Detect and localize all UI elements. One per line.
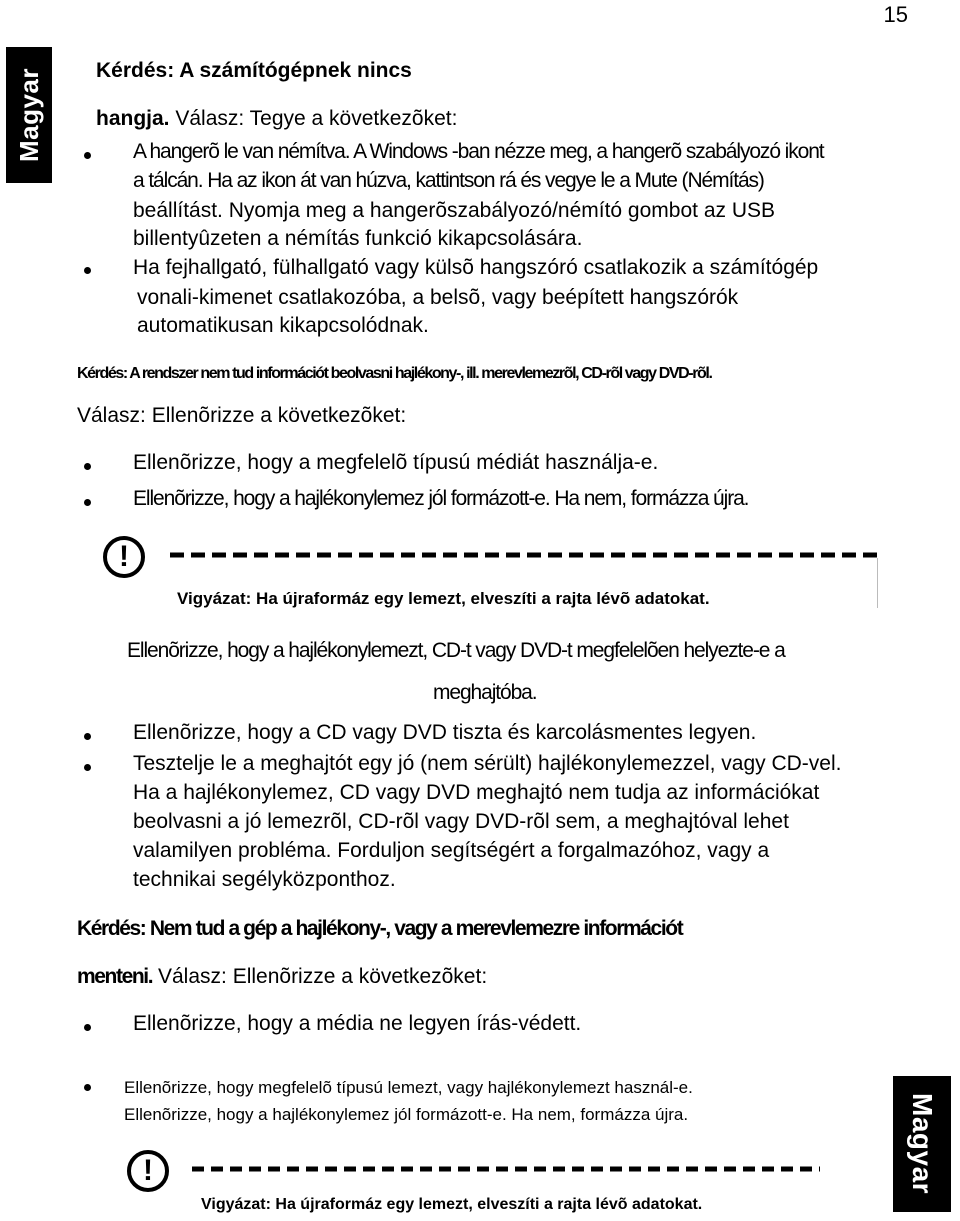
caution-2 — [201, 1196, 702, 1214]
question-3-title-end: menteni. — [77, 965, 153, 988]
question-3-answer-line — [77, 964, 487, 990]
caution-box-edge — [877, 558, 878, 608]
side-tab-label: Magyar — [907, 1093, 938, 1195]
q2-bullet2: Ellenõrizze, hogy a hajlékonylemez jól formázott-e. Ha nem, formázza újra. — [133, 487, 749, 510]
bullet-dot — [84, 499, 91, 506]
question-1-answer-intro: Válasz: Tegye a következõket: — [169, 107, 458, 130]
q3-bullet1: Ellenõrizze, hogy a média ne legyen írás-védett. — [133, 1012, 582, 1035]
bullet-dot — [84, 733, 91, 740]
exclamation-circle-icon: ! — [103, 536, 145, 578]
caution-1 — [177, 589, 710, 609]
question-3-answer-intro: Válasz: Ellenõrizze a következõket: — [152, 965, 488, 988]
q1-bullet1-line4: billentyûzeten a némítás funkció kikapcsolására. — [133, 227, 583, 250]
question-3-title: Kérdés: Nem tud a gép a hajlékony-, vagy a merevlemezre információt — [77, 917, 683, 940]
question-1-answer-line — [96, 106, 457, 132]
exclamation-circle-icon: ! — [127, 1150, 169, 1192]
q3-bullet2-line2: Ellenõrizze, hogy a hajlékonylemez jól formázott-e. Ha nem, formázza újra. — [124, 1105, 689, 1124]
bullet-dot — [84, 463, 91, 470]
bullet-dot — [84, 1084, 91, 1091]
dashed-divider — [170, 552, 878, 558]
q2-bullet4-line2: Ha a hajlékonylemez, CD vagy DVD meghajtó nem tudja az információkat — [133, 781, 820, 804]
bullet-dot — [84, 1024, 91, 1031]
caution-text: Ha újraformáz egy lemezt, elveszíti a rajta lévõ adatokat. — [270, 1196, 703, 1213]
q1-bullet1-line3: beállítást. Nyomja meg a hangerõszabályozó/némító gombot az USB — [133, 199, 776, 222]
question-2-title: Kérdés: A rendszer nem tud információt beolvasni hajlékony-, ill. merevlemezrõl, CD-rõl vagy DVD-rõl. — [77, 365, 712, 382]
q2-bullet3: Ellenõrizze, hogy a CD vagy DVD tiszta és karcolásmentes legyen. — [133, 721, 757, 744]
page-number: 15 — [883, 2, 908, 27]
q1-bullet1-line1: A hangerõ le van némítva. A Windows -ban nézze meg, a hangerõ szabályozó ikont — [133, 140, 824, 163]
dashed-divider — [192, 1166, 820, 1172]
question-1-title-end: hangja. — [96, 107, 170, 130]
question-1-title: Kérdés: A számítógépnek nincs — [96, 59, 412, 82]
caution-label: Vigyázat: — [177, 589, 252, 608]
caution-label: Vigyázat: — [201, 1196, 271, 1213]
q2-bullet4-line4: valamilyen probléma. Forduljon segítségért a forgalmazóhoz, vagy a — [133, 839, 770, 862]
language-side-tab-top — [6, 47, 52, 183]
q1-bullet2-line1: Ha fejhallgató, fülhallgató vagy külsõ hangszóró csatlakozik a számítógép — [133, 256, 819, 279]
q1-bullet1-line2: a tálcán. Ha az ikon át van húzva, kattintson rá és vegye le a Mute (Némítás) — [133, 169, 764, 192]
language-side-tab-bottom — [893, 1076, 951, 1212]
q2-bullet4-line1: Tesztelje le a meghajtót egy jó (nem sérült) hajlékonylemezzel, vagy CD-vel. — [133, 752, 842, 775]
q3-bullet2-line1: Ellenõrizze, hogy megfelelõ típusú lemezt, vagy hajlékonylemezt használ-e. — [124, 1078, 693, 1097]
q2-centered-line1: Ellenõrizze, hogy a hajlékonylemezt, CD-t vagy DVD-t megfelelõen helyezte-e a — [127, 639, 785, 662]
question-2-answer: Válasz: Ellenõrizze a következõket: — [77, 404, 407, 427]
bullet-dot — [84, 764, 91, 771]
q2-centered-line2: meghajtóba. — [433, 681, 537, 704]
q2-bullet4-line3: beolvasni a jó lemezrõl, CD-rõl vagy DVD-rõl sem, a meghajtóval lehet — [133, 810, 789, 833]
bullet-dot — [84, 152, 91, 159]
q1-bullet2-line3: automatikusan kikapcsolódnak. — [137, 314, 429, 337]
bullet-dot — [84, 267, 91, 274]
caution-text: Ha újraformáz egy lemezt, elveszíti a rajta lévõ adatokat. — [251, 589, 710, 608]
side-tab-label: Magyar — [13, 67, 44, 163]
q1-bullet2-line2: vonali-kimenet csatlakozóba, a belsõ, vagy beépített hangszórók — [137, 286, 739, 309]
q2-bullet4-line5: technikai segélyközponthoz. — [133, 868, 396, 891]
q2-bullet1: Ellenõrizze, hogy a megfelelõ típusú médiát használja-e. — [133, 451, 659, 474]
